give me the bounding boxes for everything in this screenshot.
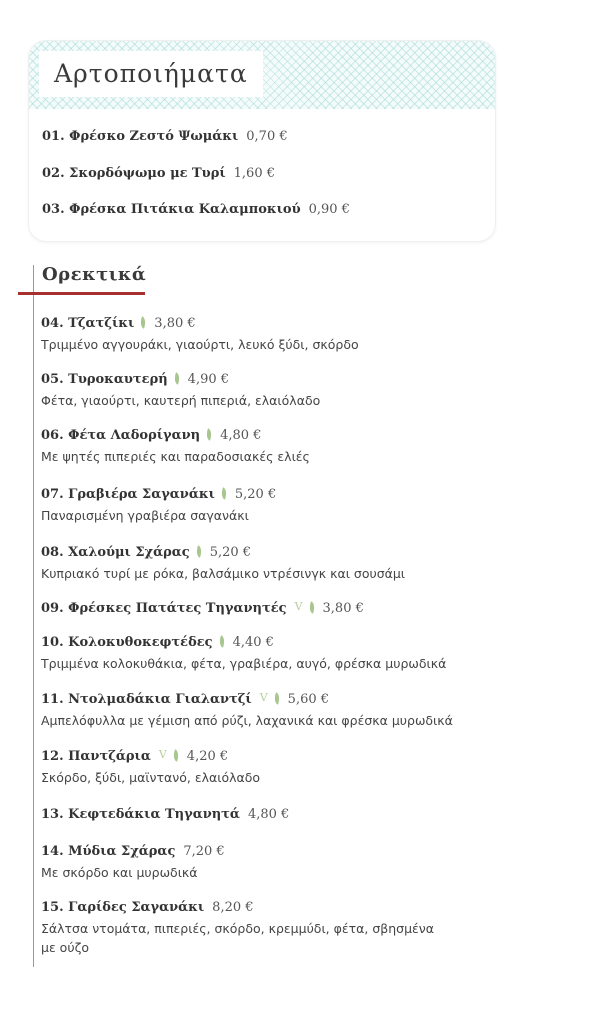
leaf-icon [139,316,148,328]
item-description: Σκόρδο, ξύδι, μαϊντανό, ελαιόλαδο [41,770,261,785]
item-description: Φέτα, γιαούρτι, καυτερή πιπεριά, ελαιόλαδο [41,393,321,408]
item-description: Κυπριακό τυρί με ρόκα, βαλσάμικο ντρέσινγκ και σουσάμι [41,566,406,581]
leaf-icon [172,372,181,384]
bread-section-card [28,40,496,242]
item-name: 06. Φέτα Λαδορίγανη [41,428,201,443]
leaf-icon [171,749,180,761]
item-price: 4,80 € [220,428,262,443]
item-price: 1,60 € [233,166,275,181]
leaf-icon [194,545,203,557]
leaf-icon [272,692,281,704]
item-name: 10. Κολοκυθοκεφτέδες [41,635,213,650]
item-name: 04. Τζατζίκι [41,316,135,331]
menu-item [41,597,461,617]
menu-item [42,201,350,217]
leaf-icon [219,487,228,499]
menu-item [41,631,461,673]
vegan-icon: V [294,600,303,613]
menu-item [41,840,461,882]
item-price: 4,20 € [186,749,229,764]
item-price: 4,90 € [187,372,230,387]
item-name: 01. Φρέσκο Ζεστό Ψωμάκι [42,129,239,144]
section-underline [18,292,145,295]
menu-item [41,483,461,525]
item-price: 4,40 € [232,635,274,650]
menu-item [41,541,461,583]
leaf-icon [204,428,213,440]
menu-item [42,165,275,181]
item-price: 5,20 € [209,545,252,560]
item-name: 07. Γραβιέρα Σαγανάκι [41,487,215,502]
menu-item [41,688,461,730]
item-description: Αμπελόφυλλα με γέμιση από ρύζι, λαχανικά και φρέσκα μυρωδικά [41,713,453,728]
item-description: Τριμμένα κολοκυθάκια, φέτα, γραβιέρα, αυγό, φρέσκα μυρωδικά [41,656,447,671]
section-title: Αρτοποιήματα [39,51,263,97]
menu-item [41,745,461,787]
item-price: 8,20 € [212,900,254,915]
item-price: 0,90 € [308,202,350,217]
item-name: 12. Παντζάρια [41,749,151,764]
item-description: Τριμμένο αγγουράκι, γιαούρτι, λευκό ξύδι, σκόρδο [41,337,359,352]
section-divider-line [33,265,34,967]
item-price: 4,80 € [247,807,290,822]
menu-item [41,803,461,823]
section-title: Ορεκτικά [42,264,147,285]
menu-item [41,312,461,354]
item-name: 15. Γαρίδες Σαγανάκι [41,900,205,915]
item-price: 0,70 € [246,129,288,144]
item-name: 09. Φρέσκες Πατάτες Τηγανητές [41,601,287,616]
item-price: 5,20 € [234,487,277,502]
item-name: 03. Φρέσκα Πιτάκια Καλαμποκιού [42,202,301,217]
item-price: 3,80 € [322,601,364,616]
item-name: 13. Κεφτεδάκια Τηγανητά [41,807,240,822]
item-description: Με σκόρδο και μυρωδικά [41,865,198,880]
vegan-icon: V [259,691,268,704]
card-header-pattern [29,41,495,109]
menu-item [41,424,461,466]
item-price: 7,20 € [183,844,225,859]
leaf-icon [307,601,316,613]
item-name: 11. Ντολμαδάκια Γιαλαντζί [41,692,252,707]
item-price: 3,80 € [154,316,196,331]
item-name: 08. Χαλούμι Σχάρας [41,545,190,560]
menu-item [41,368,461,410]
item-price: 5,60 € [287,692,330,707]
leaf-icon [217,635,226,647]
item-name: 14. Μύδια Σχάρας [41,844,176,859]
item-description: Με ψητές πιπεριές και παραδοσιακές ελιές [41,449,310,464]
item-name: 02. Σκορδόψωμο με Τυρί [42,166,226,181]
menu-item [42,128,288,144]
item-description: Σάλτσα ντομάτα, πιπεριές, σκόρδο, κρεμμύδι, φέτα, σβησμένα με ούζο [41,921,435,955]
menu-item [41,896,461,957]
item-name: 05. Τυροκαυτερή [41,372,168,387]
item-description: Παναρισμένη γραβιέρα σαγανάκι [41,508,249,523]
vegan-icon: V [158,748,167,761]
